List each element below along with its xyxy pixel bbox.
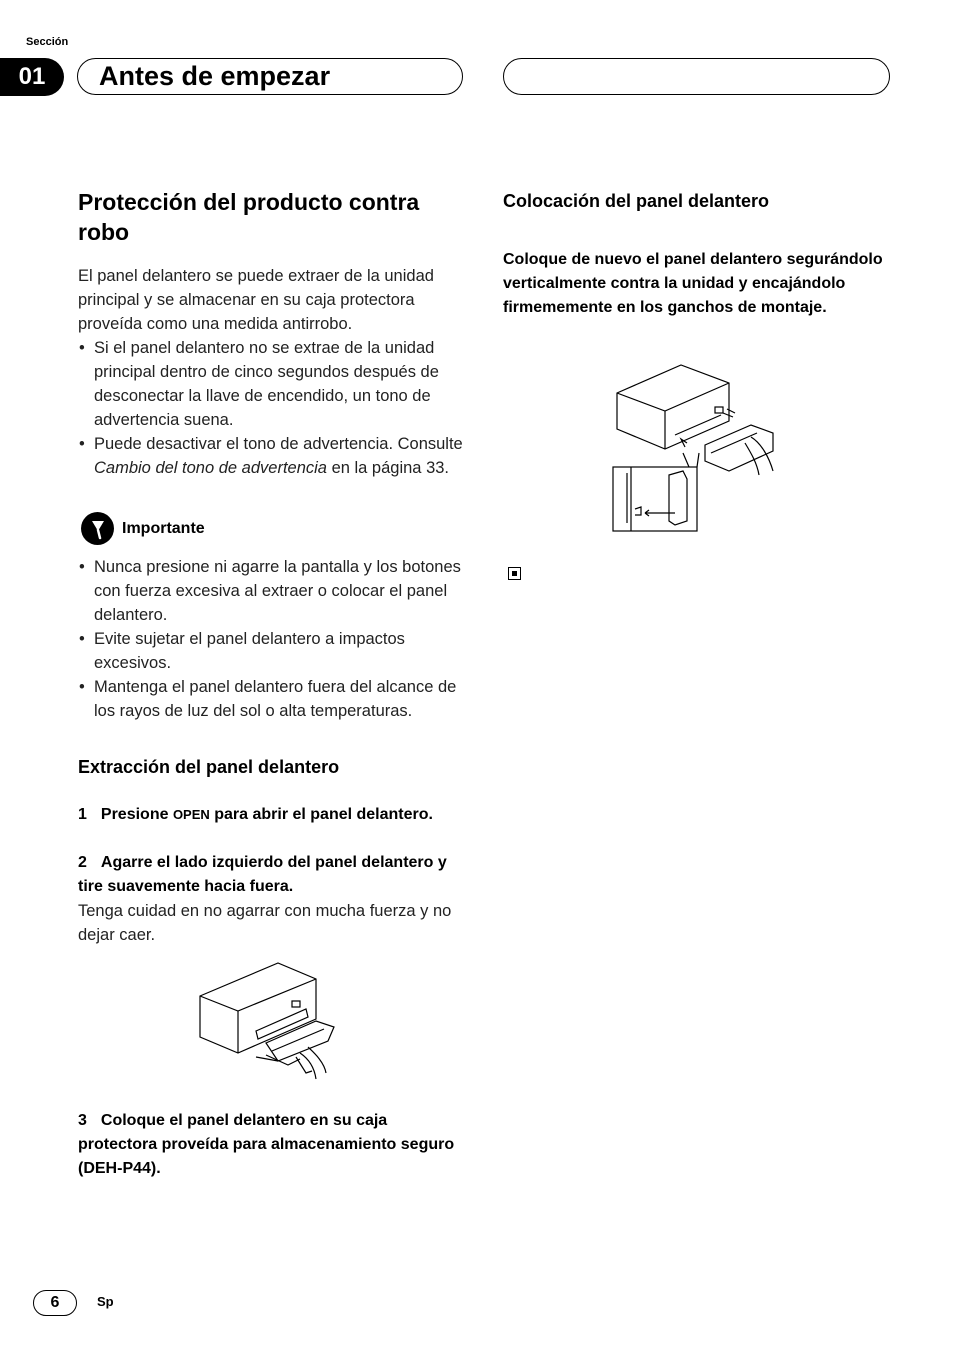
list-item: • Puede desactivar el tono de advertencia. Consulte Cambio del tono de advertencia en la página 33. [78, 432, 468, 480]
section-number: 01 [0, 58, 64, 96]
page-number: 6 [33, 1290, 77, 1316]
list-item: • Evite sujetar el panel delantero a impactos excesivos. [78, 627, 468, 675]
section-label: Sección [26, 36, 69, 48]
cross-reference: Cambio del tono de advertencia [94, 459, 327, 477]
intro-paragraph: El panel delantero se puede extraer de la unidad principal y se almacenar en su caja protectora proveída como una medida antirrobo. [78, 267, 434, 333]
right-column [503, 189, 893, 580]
sub-heading: Extracción del panel delantero [78, 757, 340, 777]
title-frame-empty [503, 58, 890, 95]
sub-heading: Colocación del panel delantero [503, 191, 770, 211]
section-end-icon [508, 567, 521, 580]
step-3: 3 Coloque el panel delantero en su caja protectora proveída para almacenamiento seguro (DEH-P44). [78, 1112, 455, 1177]
step-2-note: Tenga cuidad en no agarrar con mucha fuerza y no dejar caer. [78, 902, 452, 944]
attach-instruction: Coloque de nuevo el panel delantero segurándolo verticalmente contra la unidad y encajándolo firmememente en los ganchos de montaje. [503, 251, 883, 316]
info-list [78, 336, 468, 480]
list-item: • Si el panel delantero no se extrae de la unidad principal dentro de cinco segundos después de desconectar la llave de encendido, un tono de advertencia suena. [78, 336, 468, 432]
open-key-label: OPEN [172, 807, 210, 822]
important-label: Importante [122, 519, 205, 537]
important-icon [81, 512, 114, 545]
step-2: 2 Agarre el lado izquierdo del panel delantero y tire suavemente hacia fuera. [78, 854, 447, 895]
section-heading: Protección del producto contra robo [78, 189, 420, 245]
page-title: Antes de empezar [99, 61, 331, 91]
attachment-illustration [611, 363, 781, 533]
language-code: Sp [97, 1294, 114, 1309]
step-1: 1 Presione OPEN para abrir el panel delantero. [78, 806, 433, 823]
list-item: • Mantenga el panel delantero fuera del alcance de los rayos de luz del sol o alta temperaturas. [78, 675, 468, 723]
removal-illustration [196, 961, 346, 1087]
left-column [78, 187, 468, 1181]
important-list [78, 555, 468, 723]
list-item: • Nunca presione ni agarre la pantalla y los botones con fuerza excesiva al extraer o colocar el panel delantero. [78, 555, 468, 627]
important-note [81, 512, 468, 545]
